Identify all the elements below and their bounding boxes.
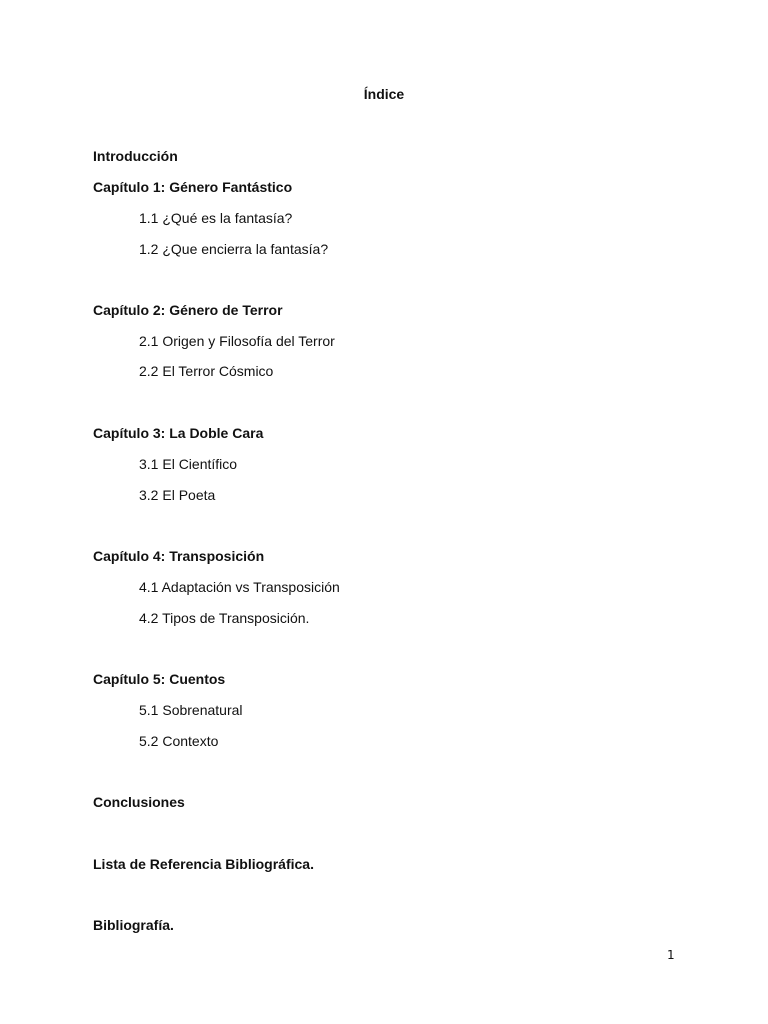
toc-entry-1-2: 1.2 ¿Que encierra la fantasía? (139, 241, 329, 257)
toc-entry-4-1: 4.1 Adaptación vs Transposición (139, 579, 340, 595)
toc-entry-chapter-2: Capítulo 2: Género de Terror (93, 302, 283, 318)
toc-entry-5-2: 5.2 Contexto (139, 733, 219, 749)
toc-entry-conclusiones: Conclusiones (93, 794, 185, 810)
index-title: Índice (363, 86, 405, 102)
toc-entry-3-1: 3.1 El Científico (139, 456, 238, 472)
page-number: 1 (667, 948, 675, 962)
toc-entry-chapter-3: Capítulo 3: La Doble Cara (93, 425, 264, 441)
toc-entry-2-2: 2.2 El Terror Cósmico (139, 363, 274, 379)
toc-entry-lista-referencia: Lista de Referencia Bibliográfica. (93, 856, 314, 872)
toc-entry-4-2: 4.2 Tipos de Transposición. (139, 610, 310, 626)
toc-entry-2-1: 2.1 Origen y Filosofía del Terror (139, 333, 335, 349)
toc-entry-introduccion: Introducción (93, 148, 178, 164)
toc-entry-1-1: 1.1 ¿Qué es la fantasía? (139, 210, 293, 226)
toc-entry-3-2: 3.2 El Poeta (139, 487, 216, 503)
toc-entry-chapter-1: Capítulo 1: Género Fantástico (93, 179, 293, 195)
toc-entry-5-1: 5.1 Sobrenatural (139, 702, 243, 718)
toc-entry-bibliografia: Bibliografía. (93, 917, 174, 933)
toc-entry-chapter-5: Capítulo 5: Cuentos (93, 671, 226, 687)
toc-entry-chapter-4: Capítulo 4: Transposición (93, 548, 265, 564)
